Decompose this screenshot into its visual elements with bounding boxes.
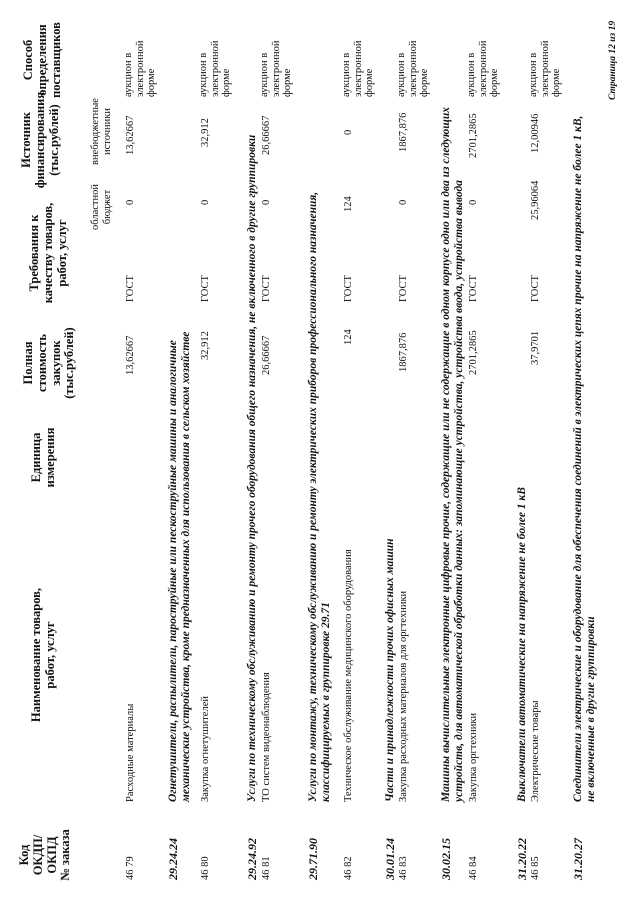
row-cost: 26,66667 xyxy=(261,335,272,375)
group-title: Огнетушители, распылители, пароструйные или пескоструйные машины и аналогичные механические устройства, кроме предназначенных для использования в сельском хозяйстве xyxy=(167,331,192,802)
col-header-unit: Единица измерения xyxy=(29,427,57,488)
page-number: Страница 12 из 19 xyxy=(608,20,618,100)
row-requirements: ГОСТ xyxy=(468,275,479,302)
col-header-code: Код ОКДП/ ОКПД № заказа xyxy=(17,829,73,881)
row-extra-budget: 1867,876 xyxy=(398,112,409,152)
row-requirements: ГОСТ xyxy=(530,275,541,302)
row-cost: 32,912 xyxy=(200,331,211,360)
row-name: Расходные материалы xyxy=(125,703,136,802)
row-regional-budget: 124 xyxy=(343,196,354,212)
row-requirements: ГОСТ xyxy=(200,275,211,302)
group-code: 31.20.27 xyxy=(571,838,585,880)
row-extra-budget: 0 xyxy=(343,129,354,135)
group-title: Части и принадлежности прочих офисных машин xyxy=(384,538,396,802)
group-title: Услуги по монтажу, техническому обслуживанию и ремонту электрических приборов профессионального назначения, классифицируемых в группировке 29.71 xyxy=(307,191,332,802)
group-code: 30.02.15 xyxy=(439,838,453,880)
row-cost: 37,9701 xyxy=(530,330,541,365)
group-code: 31.20.22 xyxy=(515,838,529,880)
row-number: 46 80 xyxy=(200,856,211,880)
row-extra-budget: 12,00946 xyxy=(530,113,541,153)
row-method: аукцион в электронной форме xyxy=(466,40,501,97)
row-cost: 1867,876 xyxy=(398,332,409,372)
col-header-requirements: Требования к качеству товаров, работ, услуг xyxy=(27,202,69,304)
row-requirements: ГОСТ xyxy=(125,275,136,302)
group-title: Выключатели автоматические на напряжение не более 1 кВ xyxy=(516,487,528,802)
col-header-extra-budget: внебюджетные источники xyxy=(90,98,113,165)
row-name: ТО систем видеонаблюдения xyxy=(261,672,272,802)
row-name: Закупка расходных материалов для оргтехники xyxy=(398,590,409,802)
row-name: Техническое обслуживание медицинского оборудования xyxy=(343,549,354,802)
col-header-cost: Полная стоимость закупок (тыс.рублей) xyxy=(21,327,77,399)
row-name: Закупка оргтехники xyxy=(468,712,479,802)
row-regional-budget: 0 xyxy=(125,199,136,205)
group-code: 29.71.90 xyxy=(306,838,320,880)
row-name: Электрические товары xyxy=(530,700,541,802)
row-extra-budget: 13,62667 xyxy=(125,115,136,155)
row-number: 46 79 xyxy=(125,856,136,880)
row-number: 46 82 xyxy=(343,856,354,880)
row-method: аукцион в электронной форме xyxy=(341,40,376,97)
row-method: аукцион в электронной форме xyxy=(528,40,563,97)
col-header-name: Наименование товаров, работ, услуг xyxy=(29,587,57,723)
row-number: 46 81 xyxy=(261,856,272,880)
group-title: Услуги по техническому обслуживанию и ремонту прочего оборудования общего назначения, не включенного в другие группировки xyxy=(246,134,258,802)
row-method: аукцион в электронной форме xyxy=(259,40,294,97)
row-extra-budget: 2701,2865 xyxy=(468,113,479,158)
group-code: 30.01.24 xyxy=(383,838,397,880)
row-cost: 13,62667 xyxy=(125,335,136,375)
row-cost: 2701,2865 xyxy=(468,330,479,375)
col-header-method: Способ определения поставщиков xyxy=(21,22,63,98)
row-regional-budget: 0 xyxy=(261,199,272,205)
row-cost: 124 xyxy=(343,329,354,345)
group-code: 29.24.24 xyxy=(166,838,180,880)
row-method: аукцион в электронной форме xyxy=(198,40,233,97)
row-regional-budget: 0 xyxy=(200,199,211,205)
row-number: 46 84 xyxy=(468,856,479,880)
col-header-source: Источник финансирования (тыс.рублей) xyxy=(19,91,61,189)
group-code: 29.24.92 xyxy=(245,838,259,880)
row-regional-budget: 0 xyxy=(468,199,479,205)
row-method: аукцион в электронной форме xyxy=(396,40,431,97)
row-method: аукцион в электронной форме xyxy=(123,40,158,97)
row-regional-budget: 0 xyxy=(398,199,409,205)
row-requirements: ГОСТ xyxy=(398,275,409,302)
row-requirements: ГОСТ xyxy=(343,275,354,302)
row-name: Закупка огнетушителей xyxy=(200,696,211,802)
row-extra-budget: 26,66667 xyxy=(261,115,272,155)
row-regional-budget: 25,96064 xyxy=(530,180,541,220)
group-title: Соединители электрические и оборудование для обеспечения соединений в электрических цепях прочие на напряжение не более 1 кВ, не включенные в другие группировки xyxy=(572,115,597,802)
col-header-regional-budget: областной бюджет xyxy=(90,184,113,230)
row-extra-budget: 32,912 xyxy=(200,118,211,147)
row-number: 46 83 xyxy=(398,856,409,880)
row-number: 46 85 xyxy=(530,856,541,880)
group-title: Машины вычислительные электронные цифровые прочие, содержащие или не содержащие в одном корпусе одно или два из следующих устройств, для автоматической обработки данных: запоминающие устройства, устройства ввода, устройства вывода xyxy=(440,107,465,802)
row-requirements: ГОСТ xyxy=(261,275,272,302)
